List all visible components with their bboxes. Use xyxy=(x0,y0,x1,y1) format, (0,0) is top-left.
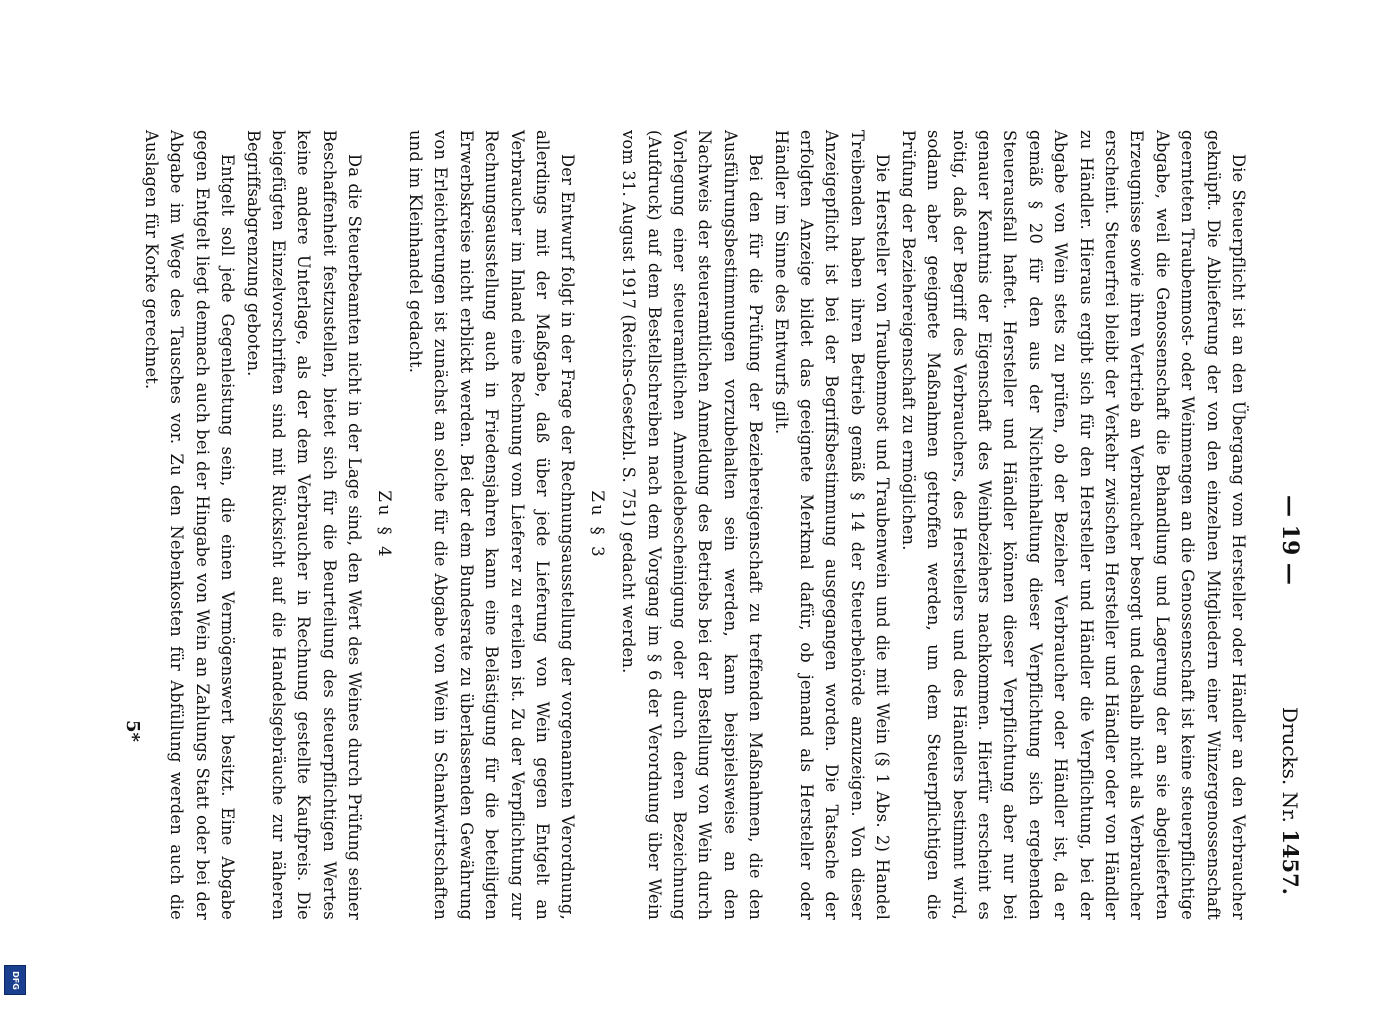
paragraph-6: Entgelt soll jede Gegenleistung sein, die einen Vermögenswert besitzt. Eine Abgabe gegen Entgelt liegt demnach auch bei der Hingabe von Wein an Zahlungs Statt oder bei der Abgabe im Wege des Tausches vor. Zu den Nebenkosten für Abfüllung werden auch die Auslagen für Korke gerechnet. xyxy=(141,130,238,920)
dfg-logo-text: DFG xyxy=(10,970,20,990)
paragraph-3: Bei den für die Prüfung der Beziehereigenschaft zu treffenden Maßnahmen, die den Ausführungsbestimmungen vorzubehalten sein werden, kann beispielsweise an den Nachweis der steueramtlichen Anmeldung des Betriebs bei der Bestellung von Wein durch Vorlegung einer steueramtlichen Anmeldebescheinigung oder durch deren Bezeichnung (Aufdruck) auf dem Bestellschreiben nach dem Vorgang im § 6 der Verordnung über Wein vom 31. August 1917 (Reichs-Gesetzbl. S. 751) gedacht werden. xyxy=(619,130,766,920)
page-number: — 19 — xyxy=(1277,495,1303,585)
paragraph-5: Da die Steuerbeamten nicht in der Lage sind, den Wert des Weines durch Prüfung seiner Beschaffenheit festzustellen, bietet sich für die Beurteilung des steuerpflichtigen Wertes keine andere Unterlage, als der dem Verbraucher in Rechnung gestellte Kaufpreis. Die beigefügten Einzelvorschriften sind mit Rücksicht auf die Handelsgebräuche zur näheren Begriffsabgrenzung geboten. xyxy=(243,130,365,920)
paragraph-2: Die Hersteller von Traubenmost und Traubenwein und die mit Wein (§ 1 Abs. 2) Handel Treibenden haben ihren Betrieb gemäß § 14 der Steuerbehörde anzuzeigen. Von dieser Anzeigepflicht ist bei der Begriffsbestimmung ausgegangen worden. Die Tatsache der erfolgten Anzeige bildet das geeignete Merkmal dafür, ob jemand als Hersteller oder Händler im Sinne des Entwurfs gilt. xyxy=(771,130,893,920)
paragraph-1: Die Steuerpflicht ist an den Übergang vom Hersteller oder Händler an den Verbraucher geknüpft. Die Ablieferung der von den einzelnen Mitgliedern einer Winzergenossenschaft geernteten Traubenmost- oder Weinmengen an die Genossenschaft ist keine steuerpflichtige Abgabe, weil die Genossenschaft die Behandlung und Lagerung der an sie abgelieferten Erzeugnisse sowie ihren Vertrieb an Verbraucher besorgt und deshalb nicht als Verbraucher erscheint. Steuerfrei bleibt der Verkehr zwischen Hersteller und Händler oder von Händler zu Händler. Hieraus ergibt sich für den Hersteller und Händler die Verpflichtung, bei der Abgabe von Wein stets zu prüfen, ob der Bezieher Verbraucher oder Händler ist, da er gemäß § 20 für den aus der Nichteinhaltung dieser Verpflichtung sich ergebenden Steuerausfall haftet. Hersteller und Händler können dieser Verpflichtung aber nur bei genauer Kenntnis der Eigenschaft des Weinbeziehers nachkommen. Hierfür erscheint es nötig, daß der Begriff des Verbrauchers, des Herstellers und des Händlers bestimmt wird, sodann aber geeignete Maßnahmen getroffen werden, um dem Steuerpflichtigen die Prüfung der Beziehereigenschaft zu ermöglichen. xyxy=(898,130,1248,920)
paragraph-4: Der Entwurf folgt in der Frage der Rechnungsausstellung der vorgenannten Verordnung, allerdings mit der Maßgabe, daß über jede Lieferung von Wein gegen Entgelt an Verbraucher im Inland eine Rechnung vom Lieferer zu erteilen ist. Zu der Verpflichtung zur Rechnungsausstellung auch in Friedensjahren kann eine Belästigung für die beteiligten Erwerbskreise nicht erblickt werden. Bei der dem Bundesrate zu überlassenden Gewährung von Erleichterungen ist zunächst an solche für die Abgabe von Wein in Schankwirtschaften und im Kleinhandel gedacht. xyxy=(406,130,578,920)
document-reference-number: 1457. xyxy=(1278,829,1303,895)
section-heading-4: Zu § 4 xyxy=(374,490,394,560)
digitization-credit xyxy=(0,30,4,1030)
signature-mark: 5* xyxy=(122,720,143,742)
body-text xyxy=(139,130,1251,920)
page-header xyxy=(1263,55,1303,955)
digitization-sidebar xyxy=(2,0,24,1000)
document-reference xyxy=(1278,707,1303,895)
section-heading-3: Zu § 3 xyxy=(587,490,607,560)
dfg-logo xyxy=(4,965,26,995)
document-reference-prefix: Drucks. Nr. xyxy=(1278,706,1302,823)
